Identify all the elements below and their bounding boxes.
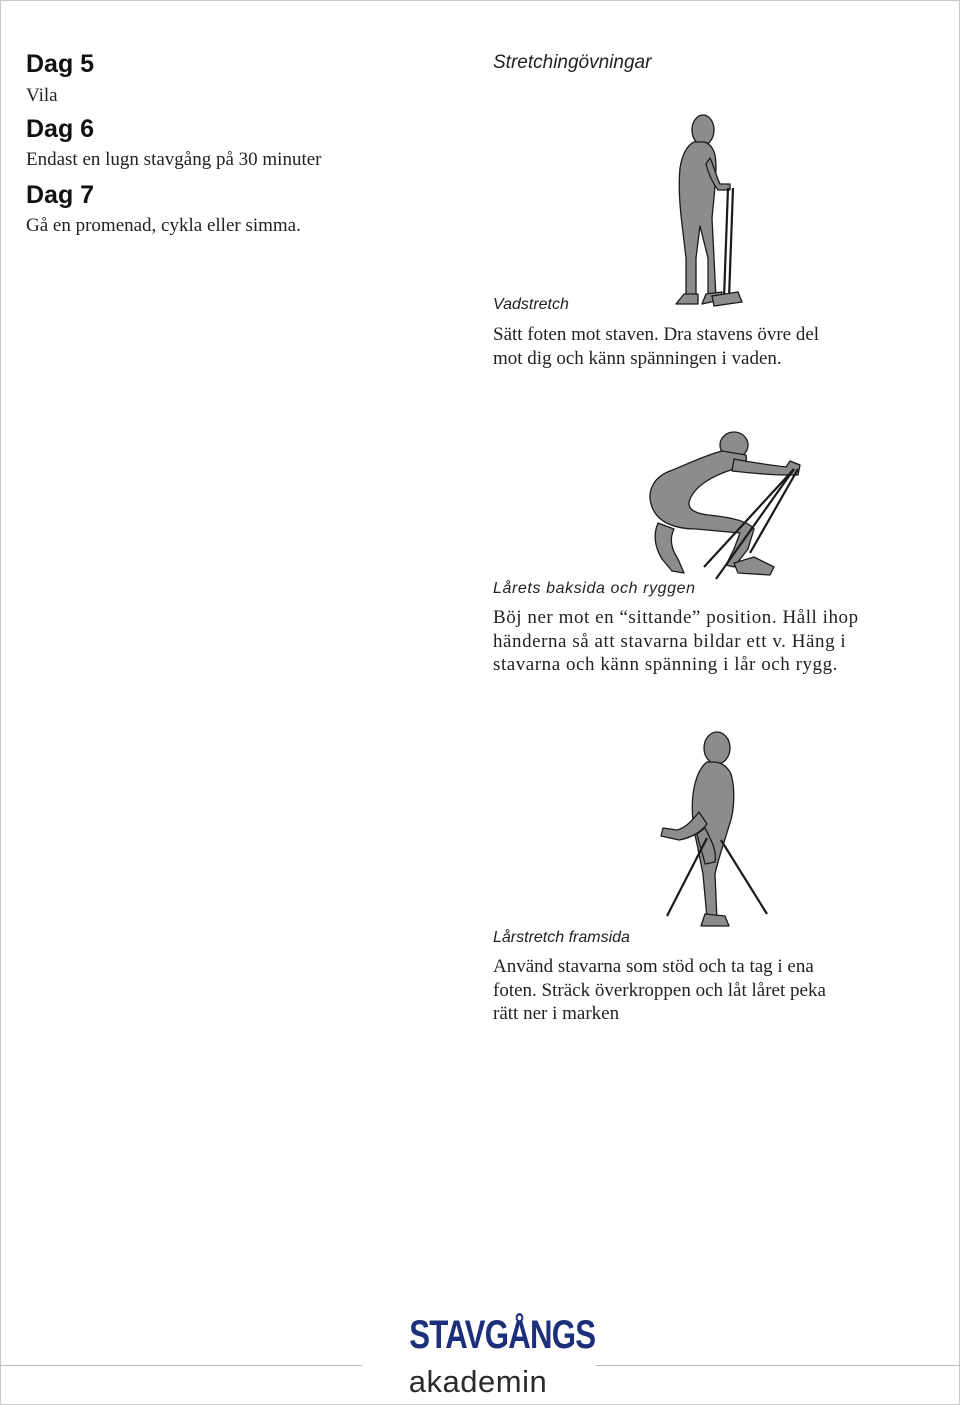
footer-rule-left	[0, 1365, 362, 1366]
exercise-1-line: mot dig och känn spänningen i vaden.	[493, 347, 782, 369]
logo-bottom-text: akademin	[408, 1364, 548, 1399]
logo-top-text: STAVGÅNGS	[409, 1313, 596, 1357]
exercise-3-line: Använd stavarna som stöd och ta tag i ena	[493, 956, 814, 977]
day-5-text: Vila	[26, 85, 58, 106]
quad-stretch-figure-icon	[655, 728, 775, 938]
hamstring-back-stretch-figure-icon	[630, 425, 820, 585]
day-6-text: Endast en lugn stavgång på 30 minuter	[26, 149, 322, 170]
exercise-1-heading: Vadstretch	[493, 296, 569, 313]
exercise-2-line: händerna så att stavarna bildar ett v. Häng i	[493, 630, 847, 652]
exercise-3-heading: Lårstretch framsida	[493, 929, 630, 946]
exercise-1-text	[493, 323, 819, 370]
day-7-heading: Dag 7	[26, 181, 95, 209]
footer-rule-right	[596, 1365, 960, 1366]
exercise-2-heading: Lårets baksida och ryggen	[493, 580, 696, 597]
day-6-heading: Dag 6	[26, 115, 95, 143]
exercise-3-line: rätt ner i marken	[493, 1003, 620, 1024]
exercise-2-line: Böj ner mot en “sittande” position. Håll ihop	[493, 607, 859, 628]
exercise-2-text	[493, 606, 859, 677]
exercise-3-line: foten. Sträck överkroppen och låt låret peka	[493, 979, 826, 1001]
calf-stretch-figure-icon	[650, 108, 760, 310]
day-7-text: Gå en promenad, cykla eller simma.	[26, 215, 301, 236]
day-5-heading: Dag 5	[26, 50, 95, 78]
exercise-1-line: Sätt foten mot staven. Dra stavens övre del	[493, 324, 820, 345]
stretching-title: Stretchingövningar	[493, 52, 652, 73]
exercise-2-line: stavarna och känn spänning i lår och rygg.	[493, 654, 838, 675]
exercise-3-text	[493, 955, 826, 1026]
